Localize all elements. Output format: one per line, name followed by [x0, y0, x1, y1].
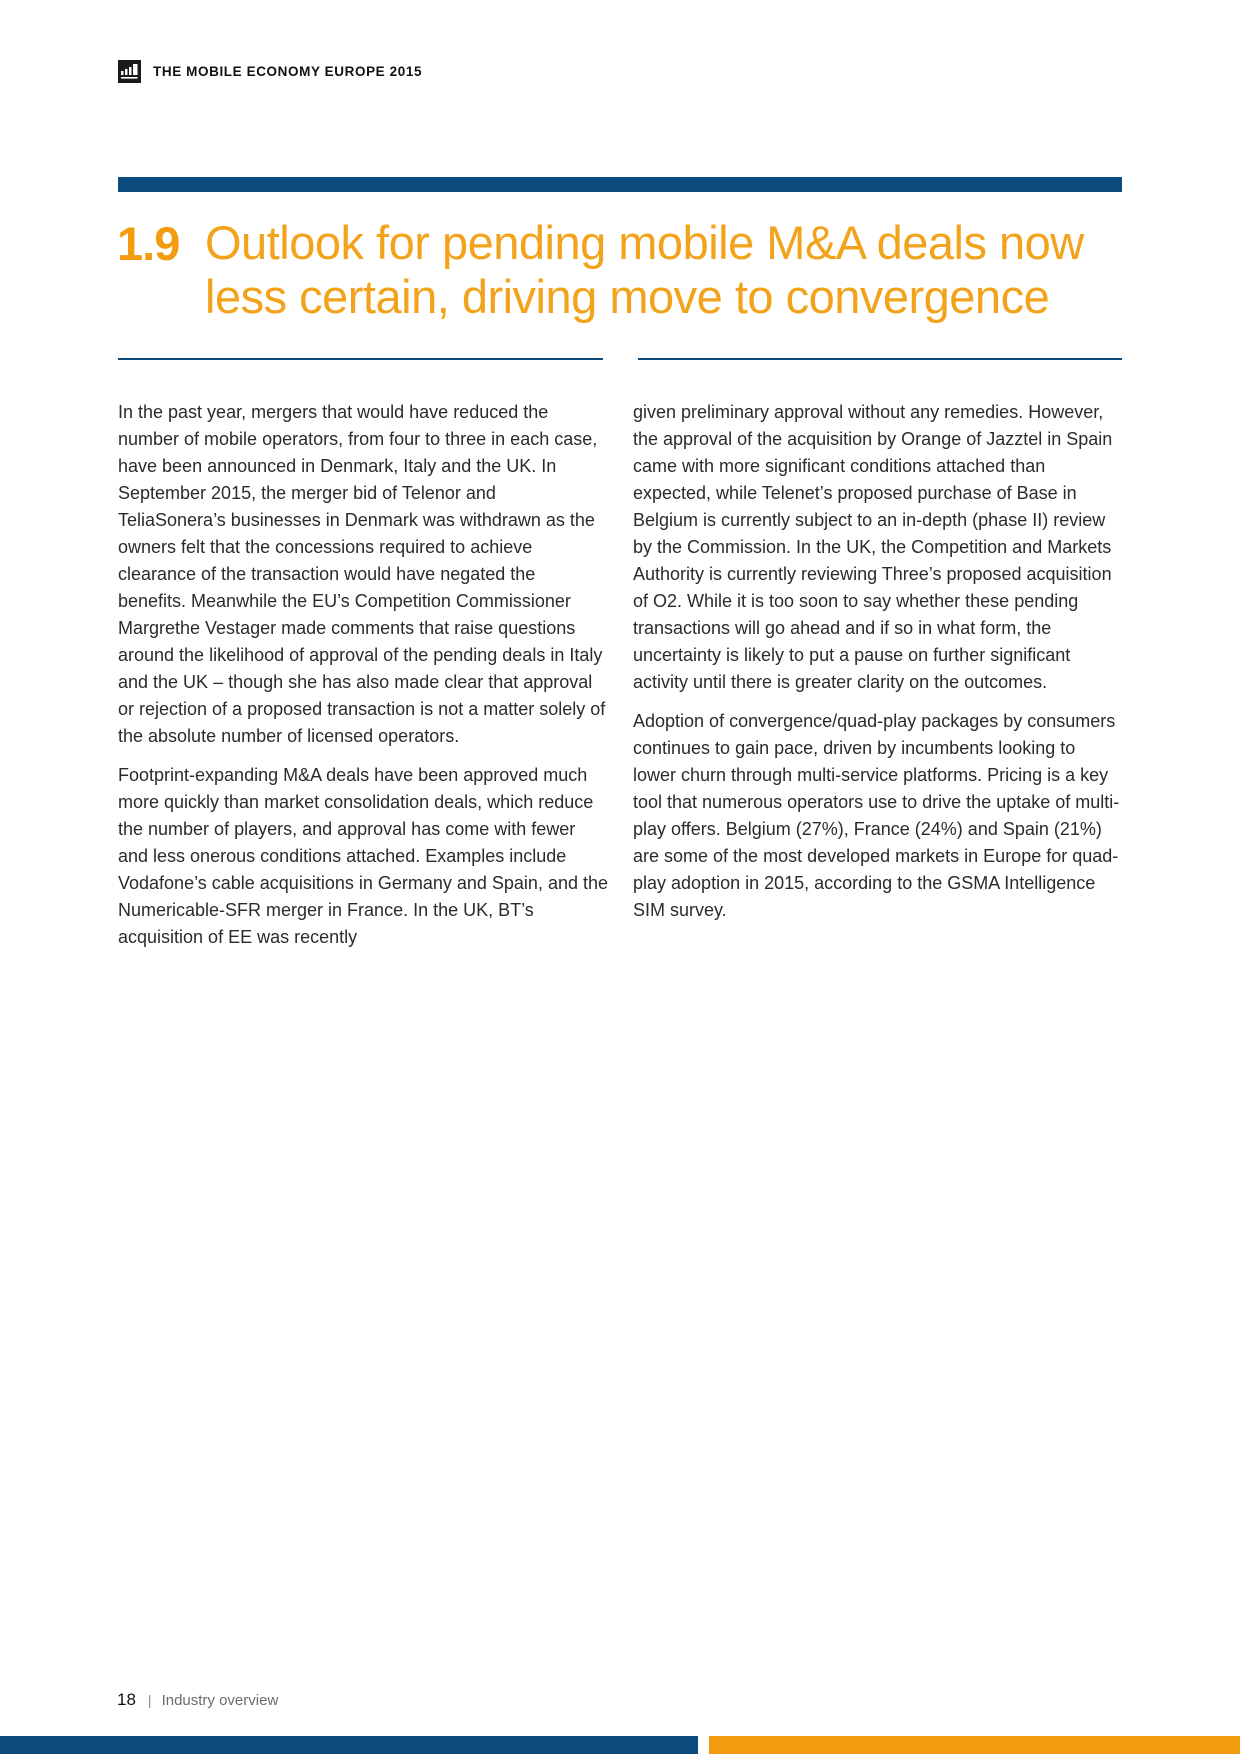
- report-title: THE MOBILE ECONOMY EUROPE 2015: [153, 63, 423, 79]
- section-top-bar: [118, 177, 1122, 192]
- footer-section-label: Industry overview: [161, 1691, 279, 1709]
- page-footer: [117, 1690, 278, 1710]
- section-number: 1.9: [117, 217, 180, 270]
- gsma-logo-icon: [118, 60, 141, 83]
- footer-bar-orange: [709, 1736, 1240, 1754]
- page-header: [118, 59, 422, 83]
- body-paragraph: Footprint-expanding M&A deals have been approved much more quickly than market consolidation deals, which reduce the number of players, and approval has come with fewer and less onerous conditions attached. Examples include Vodafone’s cable acquisitions in Germany and Spain, and the Numericable-SFR merger in France. In the UK, BT’s acquisition of EE was recently: [118, 765, 608, 947]
- body-paragraph: given preliminary approval without any remedies. However, the approval of the acquisition by Orange of Jazztel in Spain came with more significant conditions attached than expected, while Telenet’s proposed purchase of Base in Belgium is currently subject to an in-depth (phase II) review by the Commission. In the UK, the Competition and Markets Authority is currently reviewing Three’s proposed acquisition of O2. While it is too soon to say whether these pending transactions will go ahead and if so in what form, the uncertainty is likely to put a pause on further significant activity until there is greater clarity on the outcomes.: [633, 402, 1113, 692]
- body-column-right: [633, 399, 1123, 936]
- footer-bar-blue: [0, 1736, 698, 1754]
- right-column-divider: [638, 358, 1122, 360]
- footer-separator: |: [147, 1692, 152, 1708]
- body-paragraph: Adoption of convergence/quad-play packages by consumers continues to gain pace, driven by incumbents looking to lower churn through multi-service platforms. Pricing is a key tool that numerous operators use to drive the uptake of multi-play offers. Belgium (27%), France (24%) and Spain (21%) are some of the most developed markets in Europe for quad-play adoption in 2015, according to the GSMA Intelligence SIM survey.: [633, 711, 1120, 920]
- left-column-divider: [118, 358, 603, 360]
- section-title: Outlook for pending mobile M&A deals now less certain, driving move to convergence: [205, 216, 1084, 323]
- page-number: 18: [117, 1690, 136, 1709]
- body-paragraph: In the past year, mergers that would have reduced the number of mobile operators, from four to three in each case, have been announced in Denmark, Italy and the UK. In September 2015, the merger bid of Telenor and TeliaSonera’s businesses in Denmark was withdrawn as the owners felt that the concessions required to achieve clearance of the transaction would have negated the benefits. Meanwhile the EU’s Competition Commissioner Margrethe Vestager made comments that raise questions around the likelihood of approval of the pending deals in Italy and the UK – though she has also made clear that approval or rejection of a proposed transaction is not a matter solely of the absolute number of licensed operators.: [118, 402, 606, 746]
- body-column-left: [118, 399, 608, 963]
